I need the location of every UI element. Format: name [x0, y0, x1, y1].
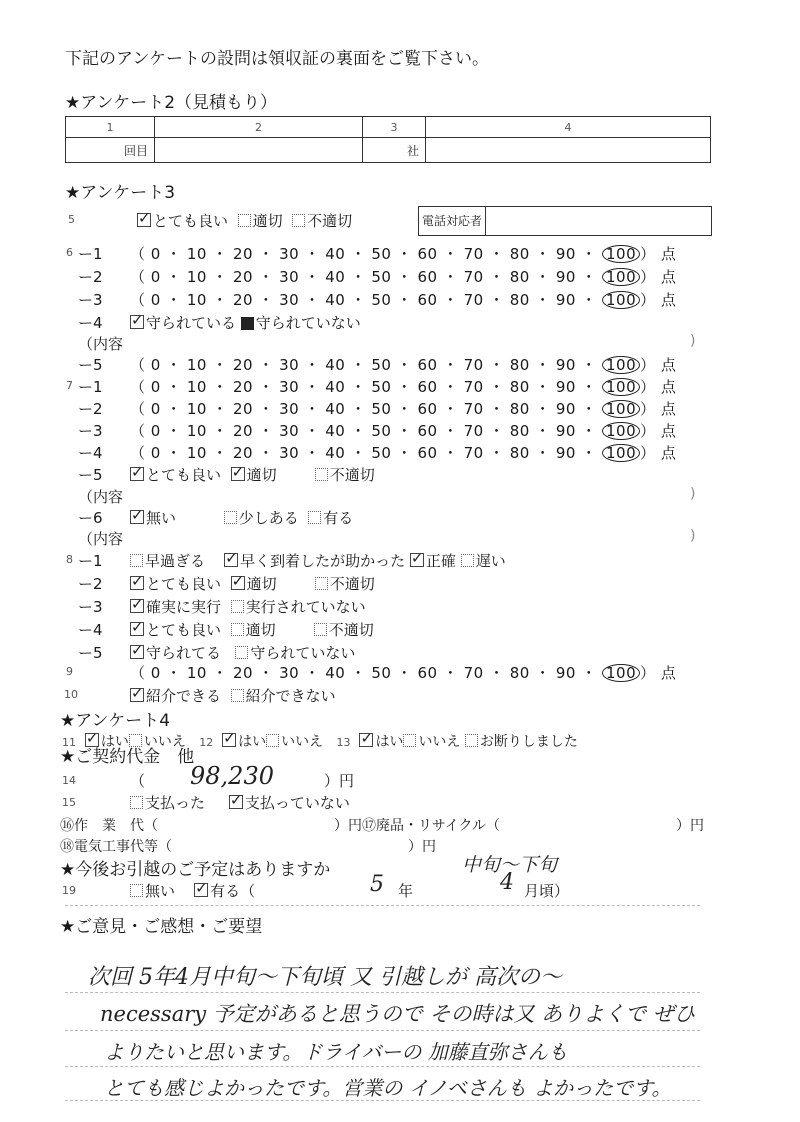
q5-number: 5	[68, 213, 75, 226]
checked-box[interactable]	[130, 622, 144, 636]
content-label: （内容	[78, 530, 124, 548]
q6-4-options: ✓ 守られている 守られていない	[130, 312, 361, 333]
q7-row-label: ー5	[78, 466, 103, 484]
estimate-table	[65, 116, 711, 163]
survey-4-title: ★アンケート4	[60, 711, 171, 731]
blank-cell[interactable]	[155, 138, 363, 163]
q6-row-label: ー3	[78, 291, 103, 309]
checkbox[interactable]	[403, 734, 416, 747]
close-paren: )	[690, 333, 696, 349]
checkbox[interactable]	[231, 689, 244, 702]
q8-1-options: 早過ぎる ✓ 早く到着したが助かった ✓ 正確 遅い	[130, 550, 506, 571]
q6-row-label: ー2	[78, 268, 103, 286]
scribbled-box[interactable]	[241, 317, 254, 330]
year-value[interactable]: 5	[370, 872, 384, 897]
checkbox[interactable]	[315, 577, 328, 590]
checked-box[interactable]	[137, 213, 151, 227]
checkbox[interactable]	[465, 734, 478, 747]
checked-box[interactable]	[194, 883, 208, 897]
checked-box[interactable]	[224, 553, 238, 567]
divider	[65, 992, 700, 993]
checkbox[interactable]	[238, 214, 251, 227]
selected-score[interactable]: 100	[602, 291, 640, 309]
checked-box[interactable]	[130, 315, 144, 329]
checked-box[interactable]	[130, 645, 144, 659]
contract-amount[interactable]: 98,230	[190, 762, 274, 790]
checkbox[interactable]	[314, 623, 327, 636]
phone-staff-box[interactable]	[418, 206, 712, 236]
q15-options: 支払った ✓ 支払っていない	[130, 792, 350, 813]
q7-row-label: ー3	[78, 422, 103, 440]
divider	[65, 1066, 700, 1067]
selected-score[interactable]: 100	[602, 400, 640, 418]
q18-electric: ⑱電気工事代等（	[60, 839, 172, 855]
future-move-title: ★今後お引越のご予定はありますか	[60, 860, 331, 880]
month-value[interactable]: 4	[500, 870, 514, 895]
checkbox[interactable]	[308, 511, 321, 524]
q9-number: 9	[66, 665, 73, 678]
selected-score[interactable]: 100	[602, 245, 640, 263]
divider	[65, 1030, 700, 1031]
checkbox[interactable]	[266, 734, 279, 747]
score-scale: （ 0 ・ 10 ・ 20 ・ 30 ・ 40 ・ 50 ・ 60 ・ 70 ・ 80 ・ 90 ・ 100 ） 点	[130, 422, 677, 440]
checked-box[interactable]	[410, 553, 424, 567]
col-number: 2	[155, 117, 363, 138]
score-scale: （ 0 ・ 10 ・ 20 ・ 30 ・ 40 ・ 50 ・ 60 ・ 70 ・ 80 ・ 90 ・ 100 ） 点	[130, 245, 677, 263]
score-scale: （ 0 ・ 10 ・ 20 ・ 30 ・ 40 ・ 50 ・ 60 ・ 70 ・ 80 ・ 90 ・ 100 ） 点	[130, 378, 677, 396]
phone-staff-label: 電話対応者	[419, 207, 486, 235]
checkbox[interactable]	[130, 796, 143, 809]
year-unit: 年	[398, 882, 414, 900]
score-scale: （ 0 ・ 10 ・ 20 ・ 30 ・ 40 ・ 50 ・ 60 ・ 70 ・ 80 ・ 90 ・ 100 ） 点	[130, 356, 677, 374]
score-scale: （ 0 ・ 10 ・ 20 ・ 30 ・ 40 ・ 50 ・ 60 ・ 70 ・ 80 ・ 90 ・ 100 ） 点	[130, 444, 677, 462]
content-label: （内容	[78, 488, 124, 506]
times-cell[interactable]: 回目	[66, 138, 155, 163]
selected-score[interactable]: 100	[602, 268, 640, 286]
checked-box[interactable]	[222, 733, 236, 747]
opinion-line: とても感じよかったです。営業の イノベさんも よかったです。	[104, 1076, 672, 1100]
opinion-line: necessary 予定があると思うので その時は又 ありよくで ぜひ	[100, 1002, 695, 1026]
score-scale: （ 0 ・ 10 ・ 20 ・ 30 ・ 40 ・ 50 ・ 60 ・ 70 ・ 80 ・ 90 ・ 100 ） 点	[130, 664, 677, 682]
q7-row-label: ー1	[78, 378, 103, 396]
option-label: 適切	[252, 212, 283, 230]
checked-box[interactable]	[130, 510, 144, 524]
divider	[65, 1100, 700, 1101]
content-label: （内容	[78, 335, 124, 353]
checked-box[interactable]	[130, 599, 144, 613]
q6-row-label: ー5	[78, 356, 103, 374]
checked-box[interactable]	[130, 467, 144, 481]
q7-number: 7	[66, 379, 73, 392]
q8-4-options: ✓ とても良い 適切 不適切	[130, 619, 374, 640]
survey-2-title: ★アンケート2（見積もり）	[65, 93, 278, 113]
q7-row-label: ー2	[78, 400, 103, 418]
handwritten-note: 中旬〜下旬	[462, 854, 558, 876]
checked-box[interactable]	[130, 576, 144, 590]
divider	[65, 905, 700, 906]
q8-row-label: ー1	[78, 552, 103, 570]
company-cell[interactable]: 社	[363, 138, 426, 163]
checkbox[interactable]	[292, 214, 305, 227]
checkbox[interactable]	[235, 646, 248, 659]
q16-work-fee: ⑯作 業 代（	[60, 818, 158, 834]
selected-score[interactable]: 100	[602, 356, 640, 374]
checked-box[interactable]	[231, 467, 245, 481]
q11-13-row: 11 ✓ はい いいえ 12 ✓ はい いいえ 13 ✓ はい いいえ お断りしました	[62, 731, 578, 751]
q14-number: 14	[62, 774, 76, 787]
q8-row-label: ー5	[78, 644, 103, 662]
score-scale: （ 0 ・ 10 ・ 20 ・ 30 ・ 40 ・ 50 ・ 60 ・ 70 ・ 80 ・ 90 ・ 100 ） 点	[130, 400, 677, 418]
option-label: とても良い	[153, 212, 229, 230]
q10-number: 10	[64, 688, 78, 701]
checkbox[interactable]	[130, 884, 143, 897]
q17-close: ）円	[676, 818, 704, 834]
q16-close: ）円	[334, 818, 362, 834]
checked-box[interactable]	[359, 733, 373, 747]
q8-2-options: ✓ とても良い ✓ 適切 不適切	[130, 573, 375, 594]
q6-row-label: ー4	[78, 314, 103, 332]
selected-score[interactable]: 100	[602, 422, 640, 440]
opinion-line: よりたいと思います。ドライバーの 加藤直弥さんも	[104, 1040, 568, 1064]
q6-row-label: ー1	[78, 245, 103, 263]
q7-5-options: ✓ とても良い ✓ 適切 不適切	[130, 464, 375, 485]
month-unit: 月頃）	[524, 882, 570, 900]
q14-close: ）円	[324, 772, 355, 790]
q7-6-options: ✓ 無い 少しある 有る	[130, 507, 353, 528]
contract-title: ★ご契約代金 他	[60, 747, 195, 767]
q6-number: 6	[66, 246, 73, 259]
q7-row-label: ー6	[78, 509, 103, 527]
blank-cell[interactable]	[426, 138, 711, 163]
close-paren: )	[690, 528, 696, 544]
col-number: 4	[426, 117, 711, 138]
q8-5-options: ✓ 守られてる 守られていない	[130, 642, 355, 663]
q7-row-label: ー4	[78, 444, 103, 462]
q8-3-options: ✓ 確実に実行 実行されていない	[130, 596, 366, 617]
q19-number: 19	[62, 884, 76, 897]
option-label: 不適切	[307, 212, 353, 230]
q8-row-label: ー4	[78, 621, 103, 639]
checkbox[interactable]	[461, 554, 474, 567]
checkbox[interactable]	[231, 600, 244, 613]
col-number: 1	[66, 117, 155, 138]
opinion-line: 次回 5年4月中旬〜下旬頃 又 引越しが 高次の〜	[88, 965, 562, 990]
q8-row-label: ー3	[78, 598, 103, 616]
checked-box[interactable]	[229, 795, 243, 809]
score-scale: （ 0 ・ 10 ・ 20 ・ 30 ・ 40 ・ 50 ・ 60 ・ 70 ・ 80 ・ 90 ・ 100 ） 点	[130, 291, 677, 309]
selected-score[interactable]: 100	[602, 444, 640, 462]
opinion-title: ★ご意見・ご感想・ご要望	[60, 917, 263, 937]
q18-close: ）円	[408, 839, 436, 855]
q17-recycling: ⑰廃品・リサイクル（	[362, 818, 501, 834]
q14-open: （	[130, 772, 146, 790]
q10-options: ✓ 紹介できる 紹介できない	[130, 685, 336, 706]
checkbox[interactable]	[231, 623, 244, 636]
survey-3-title: ★アンケート3	[65, 183, 176, 203]
checkbox[interactable]	[224, 511, 237, 524]
checked-box[interactable]	[231, 576, 245, 590]
checked-box[interactable]	[130, 688, 144, 702]
score-scale: （ 0 ・ 10 ・ 20 ・ 30 ・ 40 ・ 50 ・ 60 ・ 70 ・ 80 ・ 90 ・ 100 ） 点	[130, 268, 677, 286]
selected-score[interactable]: 100	[602, 664, 640, 682]
q8-number: 8	[66, 553, 73, 566]
selected-score[interactable]: 100	[602, 378, 640, 396]
checkbox[interactable]	[130, 554, 143, 567]
q15-number: 15	[62, 796, 76, 809]
q8-row-label: ー2	[78, 575, 103, 593]
checkbox[interactable]	[315, 468, 328, 481]
q5-options	[137, 210, 352, 231]
close-paren: )	[690, 486, 696, 502]
q19-options: 無い ✓ 有る（	[130, 880, 255, 901]
intro-text: 下記のアンケートの設問は領収証の裏面をご覧下さい。	[65, 49, 489, 69]
col-number: 3	[363, 117, 426, 138]
